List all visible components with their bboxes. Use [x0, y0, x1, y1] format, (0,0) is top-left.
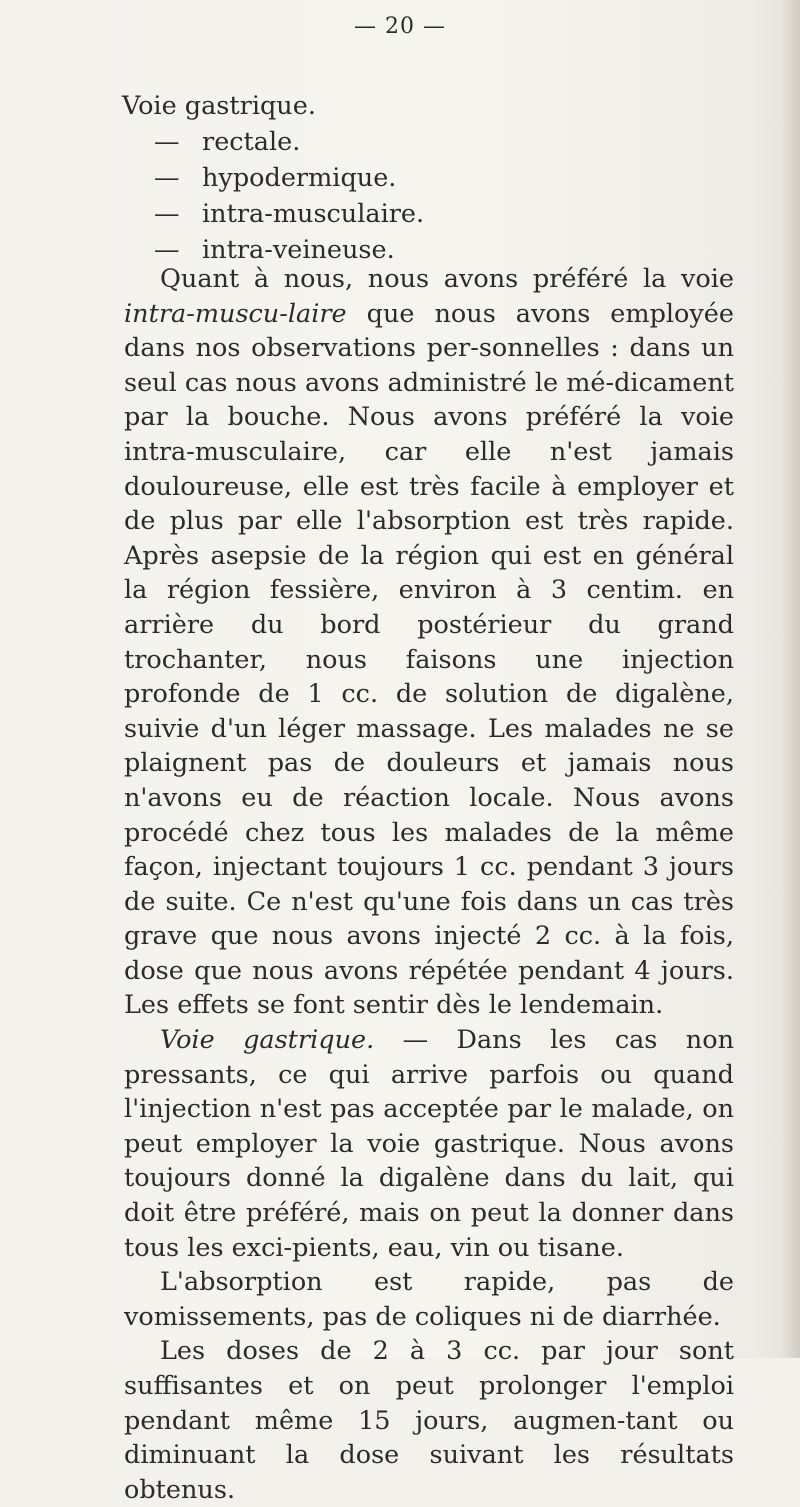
- paragraph: [124, 262, 734, 1023]
- list-item: [122, 124, 424, 160]
- list-item-label: intra-musculaire.: [202, 199, 425, 229]
- list-item-label: intra-veineuse.: [202, 235, 395, 265]
- paragraph: L'absorption est rapide, pas de vomissements, pas de coliques ni de diarrhée.: [124, 1267, 734, 1332]
- page-number: — 20 —: [354, 14, 446, 39]
- page-edge-shadow: [782, 0, 800, 1358]
- paragraph-text: Quant à nous, nous avons préféré la voie: [160, 264, 734, 294]
- paragraph: Les doses de 2 à 3 cc. par jour sont suffisantes et on peut prolonger l'emploi pendant même 15 jours, augmen-tant ou diminuant la dose suivant les résultats obtenus.: [124, 1336, 734, 1505]
- list-item-label: Voie gastrique.: [122, 91, 316, 121]
- list-item: [122, 196, 424, 232]
- list-dash: —: [154, 163, 180, 193]
- list-dash: —: [154, 127, 180, 157]
- paragraph-text: que nous avons employée dans nos observations per-sonnelles : dans un seul cas nous avons administré le mé-dicament par la bouche. Nous avons préféré la voie intra-musculaire, car elle n'est jamais douloureuse, elle est très facile à employer et de plus par elle l'absorption est très rapide. Après asepsie de la région qui est en général la région fessière, environ à 3 centim. en arrière du bord postérieur du grand trochanter, nous faisons une injection profonde de 1 cc. de solution de digalène, suivie d'un léger massage. Les malades ne se plaignent pas de douleurs et jamais nous n'avons eu de réaction locale. Nous avons procédé chez tous les malades de la même façon, injectant toujours 1 cc. pendant 3 jours de suite. Ce n'est qu'une fois dans un cas très grave que nous avons injecté 2 cc. à la fois, dose que nous avons répétée pendant 4 jours. Les effets se font sentir dès le lendemain.: [124, 298, 734, 1021]
- body-text: [124, 262, 734, 1507]
- list-item-label: hypodermique.: [202, 163, 397, 193]
- paragraph-text: — Dans les cas non pressants, ce qui arrive parfois ou quand l'injection n'est pas acceptée par le malade, on peut employer la voie gastrique. Nous avons toujours donné la digalène dans du lait, qui doit être préféré, mais on peut la donner dans tous les exci-pients, eau, vin ou tisane.: [124, 1025, 734, 1263]
- administration-routes-list: [122, 88, 424, 268]
- paragraph: [124, 1023, 734, 1265]
- emphasis-text: intra-muscu-laire: [124, 298, 347, 329]
- list-item-label: rectale.: [202, 127, 301, 157]
- section-heading: Voie gastrique.: [160, 1025, 375, 1056]
- list-item: [122, 160, 424, 196]
- list-item: [122, 88, 424, 124]
- list-dash: —: [154, 199, 180, 229]
- list-dash: —: [154, 235, 180, 265]
